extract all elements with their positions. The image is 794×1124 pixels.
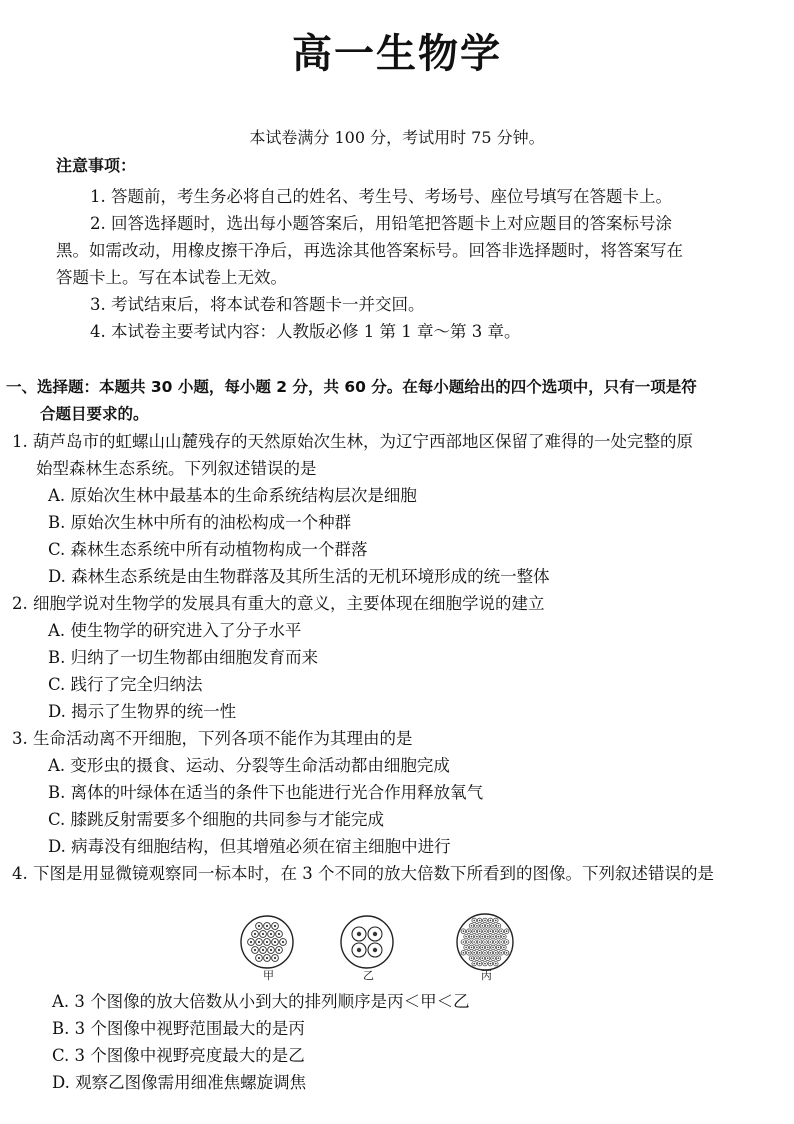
cell-nucleus (254, 933, 256, 935)
cell-nucleus (484, 920, 486, 922)
q4-option-c: C. 3 个图像中视野亮度最大的是乙 (52, 1046, 305, 1065)
cell-nucleus (473, 941, 475, 943)
cell-nucleus (495, 941, 497, 943)
notice-item-2-line-2: 黑。如需改动，用橡皮擦干净后，再选涂其他答案标号。回答非选择题时，将答案写在 (56, 241, 683, 260)
cell-nucleus (463, 930, 465, 932)
cell-nucleus (492, 957, 494, 959)
q4-stem: 4. 下图是用显微镜观察同一标本时，在 3 个不同的放大倍数下所看到的图像。下列叙述错误的是 (12, 864, 714, 883)
q1-option-a: A. 原始次生林中最基本的生命系统结构层次是细胞 (48, 486, 417, 505)
q2-option-d: D. 揭示了生物界的统一性 (48, 702, 237, 721)
cell-nucleus (503, 947, 505, 949)
cell-nucleus (262, 933, 264, 935)
figure-label-yi: 乙 (363, 969, 374, 982)
cell-nucleus (270, 933, 272, 935)
q3-option-b: B. 离体的叶绿体在适当的条件下也能进行光合作用释放氧气 (48, 783, 484, 802)
cell-nucleus (479, 963, 481, 965)
exam-info: 本试卷满分 100 分，考试用时 75 分钟。 (249, 128, 545, 147)
cell-nucleus (490, 920, 492, 922)
cell-nucleus (468, 941, 470, 943)
cell-nucleus (490, 963, 492, 965)
cell-nucleus (266, 925, 268, 927)
field-bing (457, 914, 513, 970)
q2-option-a: A. 使生物学的研究进入了分子水平 (48, 621, 302, 640)
cell-nucleus (465, 936, 467, 938)
cell-nucleus (471, 947, 473, 949)
cell-nucleus (495, 920, 497, 922)
q4-option-a: A. 3 个图像的放大倍数从小到大的排列顺序是丙＜甲＜乙 (52, 992, 470, 1011)
cell-nucleus (473, 952, 475, 954)
cell-nucleus (479, 920, 481, 922)
cell-nucleus (500, 941, 502, 943)
section-heading-line-1: 一、选择题：本题共 30 小题，每小题 2 分，共 60 分。在每小题给出的四个选项中，只有一项是符 (6, 378, 697, 396)
cell-nucleus (282, 941, 284, 943)
q2-option-c: C. 践行了完全归纳法 (48, 675, 203, 694)
q3-option-a: A. 变形虫的摄食、运动、分裂等生命活动都由细胞完成 (48, 756, 450, 775)
cell-nucleus (484, 930, 486, 932)
cell-nucleus (471, 936, 473, 938)
cell-nucleus (482, 925, 484, 927)
cell-nucleus (487, 947, 489, 949)
cell-nucleus (373, 948, 377, 952)
cell-nucleus (258, 941, 260, 943)
cell-nucleus (492, 925, 494, 927)
cell-nucleus (473, 963, 475, 965)
cell-nucleus (498, 925, 500, 927)
cell-nucleus (357, 948, 361, 952)
cell-nucleus (465, 947, 467, 949)
cell-nucleus (479, 952, 481, 954)
q3-option-c: C. 膝跳反射需要多个细胞的共同参与才能完成 (48, 810, 385, 829)
cell-nucleus (274, 925, 276, 927)
cell-nucleus (357, 932, 361, 936)
notice-item-1: 1. 答题前，考生务必将自己的姓名、考生号、考场号、座位号填写在答题卡上。 (90, 187, 672, 206)
cell-nucleus (266, 941, 268, 943)
cell-nucleus (258, 957, 260, 959)
cell-nucleus (482, 936, 484, 938)
q1-option-d: D. 森林生态系统是由生物群落及其所生活的无机环境形成的统一整体 (48, 567, 550, 586)
cell-nucleus (503, 936, 505, 938)
cell-nucleus (490, 952, 492, 954)
cell-nucleus (479, 930, 481, 932)
cell-nucleus (484, 952, 486, 954)
figure-label-jia: 甲 (263, 969, 274, 982)
cell-nucleus (476, 957, 478, 959)
page-title: 高一生物学 (292, 31, 502, 77)
cell-nucleus (270, 949, 272, 951)
microscope-figure (230, 905, 550, 985)
q1-stem-line-1: 1. 葫芦岛市的虹螺山山麓残存的天然原始次生林，为辽宁西部地区保留了难得的一处完整的原 (12, 432, 693, 451)
cell-nucleus (500, 930, 502, 932)
cell-nucleus (484, 941, 486, 943)
cell-nucleus (468, 952, 470, 954)
section-heading-line-2: 合题目要求的。 (40, 405, 149, 423)
q4-option-d: D. 观察乙图像需用细准焦螺旋调焦 (52, 1073, 307, 1092)
cell-nucleus (498, 936, 500, 938)
field-jia (241, 916, 293, 968)
cell-nucleus (278, 949, 280, 951)
cell-nucleus (250, 941, 252, 943)
cell-nucleus (468, 930, 470, 932)
cell-nucleus (476, 925, 478, 927)
cell-nucleus (492, 936, 494, 938)
cell-nucleus (490, 941, 492, 943)
cell-nucleus (482, 947, 484, 949)
field-yi (341, 916, 393, 968)
q3-stem: 3. 生命活动离不开细胞，下列各项不能作为其理由的是 (12, 729, 413, 748)
cell-nucleus (471, 957, 473, 959)
cell-nucleus (463, 941, 465, 943)
notice-item-2-line-3: 答题卡上。写在本试卷上无效。 (56, 268, 287, 287)
cell-nucleus (373, 932, 377, 936)
q1-stem-line-2: 始型森林生态系统。下列叙述错误的是 (36, 459, 317, 478)
cell-nucleus (476, 947, 478, 949)
q1-option-c: C. 森林生态系统中所有动植物构成一个群落 (48, 540, 368, 559)
cell-nucleus (254, 949, 256, 951)
cell-nucleus (487, 925, 489, 927)
q2-stem: 2. 细胞学说对生物学的发展具有重大的意义，主要体现在细胞学说的建立 (12, 594, 545, 613)
cell-nucleus (266, 957, 268, 959)
cell-nucleus (482, 957, 484, 959)
cell-nucleus (495, 952, 497, 954)
cell-nucleus (498, 957, 500, 959)
cell-nucleus (506, 952, 508, 954)
cell-nucleus (278, 933, 280, 935)
cell-nucleus (492, 947, 494, 949)
cell-nucleus (473, 930, 475, 932)
cell-nucleus (476, 936, 478, 938)
q1-option-b: B. 原始次生林中所有的油松构成一个种群 (48, 513, 352, 532)
cell-nucleus (274, 957, 276, 959)
cell-nucleus (506, 941, 508, 943)
cell-nucleus (473, 920, 475, 922)
cell-nucleus (258, 925, 260, 927)
cell-nucleus (479, 941, 481, 943)
cell-nucleus (495, 930, 497, 932)
cell-nucleus (471, 925, 473, 927)
notice-item-3: 3. 考试结束后，将本试卷和答题卡一并交回。 (90, 295, 425, 314)
q4-option-b: B. 3 个图像中视野范围最大的是丙 (52, 1019, 305, 1038)
cell-nucleus (498, 947, 500, 949)
cell-nucleus (274, 941, 276, 943)
cell-nucleus (506, 930, 508, 932)
cell-nucleus (490, 930, 492, 932)
cell-nucleus (463, 952, 465, 954)
q2-option-b: B. 归纳了一切生物都由细胞发育而来 (48, 648, 319, 667)
notice-item-2-line-1: 2. 回答选择题时，选出每小题答案后，用铅笔把答题卡上对应题目的答案标号涂 (90, 214, 672, 233)
figure-label-bing: 丙 (481, 969, 492, 982)
cell-nucleus (487, 957, 489, 959)
cell-nucleus (495, 963, 497, 965)
q3-option-d: D. 病毒没有细胞结构，但其增殖必须在宿主细胞中进行 (48, 837, 451, 856)
notice-heading: 注意事项： (56, 156, 137, 175)
notice-item-4: 4. 本试卷主要考试内容：人教版必修 1 第 1 章～第 3 章。 (90, 322, 521, 341)
cell-nucleus (487, 936, 489, 938)
cell-nucleus (500, 952, 502, 954)
cell-nucleus (484, 963, 486, 965)
cell-nucleus (262, 949, 264, 951)
